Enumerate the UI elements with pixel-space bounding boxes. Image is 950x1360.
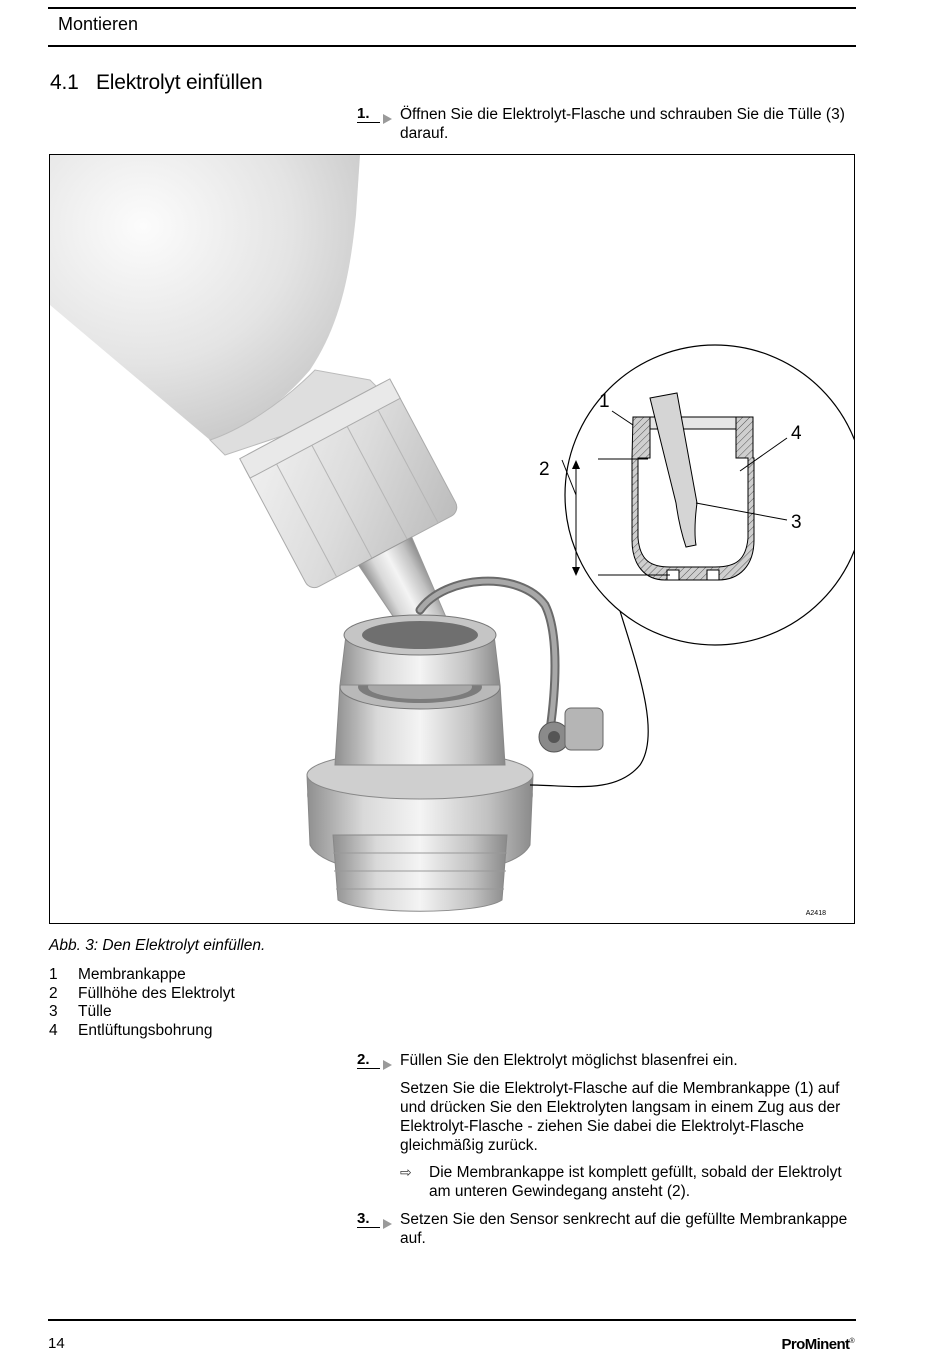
- running-header: Montieren: [58, 14, 139, 34]
- step-2-result: [400, 1163, 852, 1201]
- page-number: 14: [48, 1335, 65, 1352]
- section-heading: Elektrolyt einfüllen: [96, 71, 263, 94]
- step-number: 1.: [357, 105, 380, 123]
- step-2-instruction: Setzen Sie die Elektrolyt-Flasche auf die Membrankappe (1) auf und drücken Sie den Elektrolyten langsam in einem Zug aus der Elektrolyt-Flasche - ziehen Sie dabei die Elektrolyt-Flasche gleichmäßig zurück.: [400, 1080, 841, 1154]
- step-arrow-icon: [383, 1219, 392, 1229]
- footer-rule: [48, 1319, 856, 1321]
- callout-2: 2: [539, 459, 550, 480]
- figure-legend: [49, 966, 235, 1040]
- brand-logo: ProMinent®: [781, 1336, 854, 1353]
- figure-illustration: [49, 154, 855, 924]
- step-number: 3.: [357, 1210, 380, 1228]
- step-3: [357, 1210, 852, 1248]
- step-text: Öffnen Sie die Elektrolyt-Flasche und schrauben Sie die Tülle (3) darauf.: [400, 106, 845, 142]
- legend-item: 1 Membrankappe: [49, 966, 186, 983]
- figure-caption: Abb. 3: Den Elektrolyt einfüllen.: [49, 937, 266, 954]
- header-bottom-rule: [48, 45, 856, 47]
- step-arrow-icon: [383, 1060, 392, 1070]
- step-arrow-icon: [383, 114, 392, 124]
- electrolyte-filling-drawing: [50, 155, 855, 924]
- callout-1: 1: [599, 391, 610, 412]
- detail-magnifier: [565, 345, 855, 645]
- section-number: 4.1: [50, 71, 79, 94]
- step-2: [357, 1051, 852, 1070]
- step-number: 2.: [357, 1051, 380, 1069]
- callout-3: 3: [791, 512, 802, 533]
- legend-item: 3 Tülle: [49, 1003, 112, 1020]
- step-1: [357, 105, 852, 143]
- result-text: Die Membrankappe ist komplett gefüllt, sobald der Elektrolyt am unteren Gewindegang ansteht (2).: [429, 1164, 842, 1200]
- figure-code: A2418: [805, 910, 826, 917]
- step-text: Füllen Sie den Elektrolyt möglichst blasenfrei ein.: [400, 1052, 738, 1069]
- step-text: Setzen Sie den Sensor senkrecht auf die gefüllte Membrankappe auf.: [400, 1211, 848, 1247]
- section-title: [50, 71, 262, 95]
- detail-leader-line: [530, 611, 648, 787]
- legend-item: 2 Füllhöhe des Elektrolyt: [49, 984, 235, 1002]
- membrane-cap: [307, 615, 533, 911]
- result-arrow-icon: ⇨: [400, 1164, 412, 1180]
- callout-4: 4: [791, 423, 802, 444]
- header-top-rule: [48, 7, 856, 9]
- legend-item: 4 Entlüftungsbohrung: [49, 1021, 213, 1039]
